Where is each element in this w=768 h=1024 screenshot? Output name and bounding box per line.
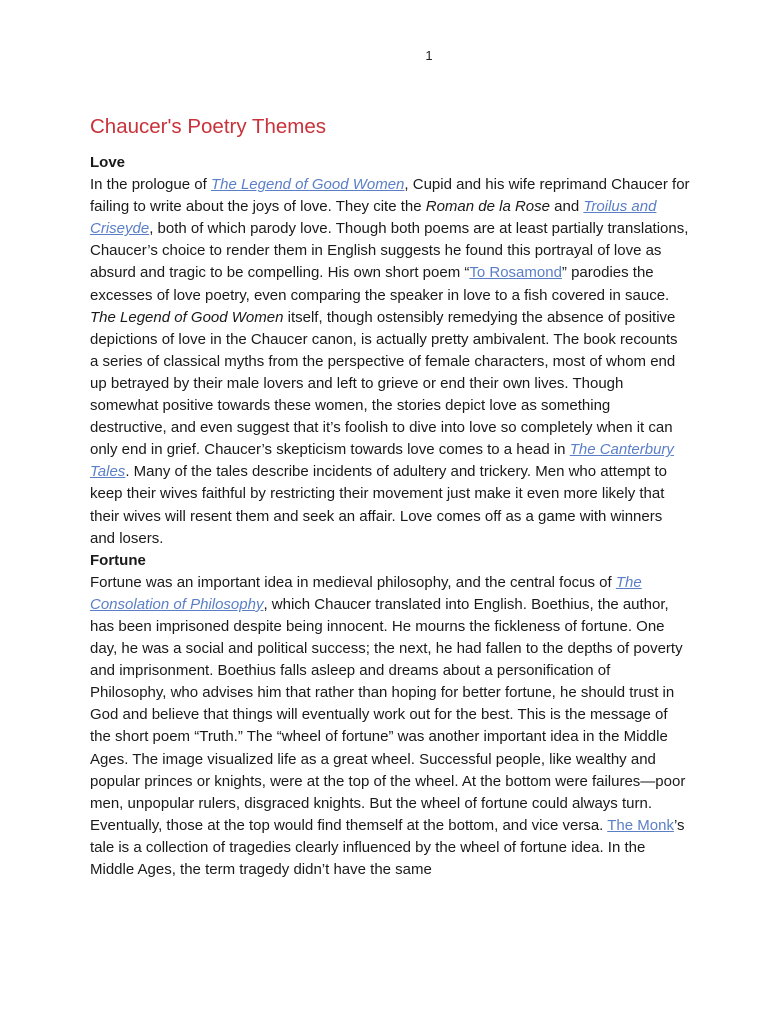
body-text: ” parodies the excesses of love poetry, even comparing the speaker in love to a fish covered in sauce. — [90, 264, 670, 304]
body-text: . Many of the tales describe incidents of adultery and trickery. Men who attempt to keep their wives faithful by restricting their movement just make it even more likely that their wives will resent them and seek an affair. Love comes off as a game with winners and losers. — [90, 463, 667, 547]
body-text: Fortune was an important idea in medieval philosophy, and the central focus of — [90, 573, 616, 591]
text-link[interactable]: The Legend of Good Women — [210, 176, 405, 194]
text-link[interactable]: The Consolation of Philosophy — [90, 573, 642, 613]
body-text: In the prologue of — [90, 176, 211, 194]
text-link[interactable]: Troilus and Criseyde — [90, 198, 657, 238]
section-heading-love: Love — [90, 154, 126, 171]
body-text: itself, though ostensibly remedying the absence of positive depictions of love in the Chaucer canon, is actually pretty ambivalent. The book recounts a series of classical myths from the perspective of female characters, most of whom end up betrayed by their male lovers and left to grieve or end their own lives. Though somewhat positive towards these women, the stories depict love as something destructive, and even suggest that it’s foolish to dive into love so completely when it can only end in grief. Chaucer’s skepticism towards love comes to a head in — [90, 308, 678, 459]
text-link[interactable]: To Rosamond — [469, 264, 562, 282]
text-link[interactable]: The Monk — [607, 816, 674, 834]
body-text: ’s tale is a collection of tragedies clearly influenced by the wheel of fortune idea. In the Middle Ages, the term tragedy didn’t have the same — [90, 816, 685, 878]
body-text: , both of which parody love. Though both poems are at least partially translations, Chaucer’s choice to render them in English suggests he found this portrayal of love as absurd and tragic to be compelling. His own short poem “ — [90, 220, 689, 282]
body-text: , Cupid and his wife reprimand Chaucer for failing to write about the joys of love. They cite the — [90, 176, 690, 216]
sections-container — [90, 152, 690, 881]
section-paragraph — [90, 572, 690, 881]
italic-title: Roman de la Rose — [425, 198, 550, 216]
body-text: and — [549, 198, 584, 216]
italic-title: The Legend of Good Women — [90, 308, 284, 326]
page-number: 1 — [425, 48, 433, 63]
body-text: , which Chaucer translated into English. Boethius, the author, has been imprisoned despite being innocent. He mourns the fickleness of fortune. One day, he was a social and political success; the next, he had fallen to the depths of poverty and imprisonment. Boethius falls asleep and dreams about a personification of Philosophy, who advises him that rather than hoping for better fortune, he should trust in God and believe that things will eventually work out for the best. This is the message of the short poem “Truth.” The “wheel of fortune” was another important idea in the Middle Ages. The image visualized life as a great wheel. Successful people, like wealthy and popular princes or knights, were at the top of the wheel. At the bottom were failures—poor men, unpopular rulers, disgraced knights. But the wheel of fortune could always turn. Eventually, those at the top would find themself at the bottom, and vice versa. — [90, 595, 686, 834]
document-title: Chaucer's Poetry Themes — [90, 115, 326, 138]
document-body — [90, 112, 690, 881]
text-link[interactable]: The Canterbury Tales — [90, 441, 674, 481]
section-heading-fortune: Fortune — [90, 551, 146, 569]
section-paragraph — [90, 174, 690, 550]
